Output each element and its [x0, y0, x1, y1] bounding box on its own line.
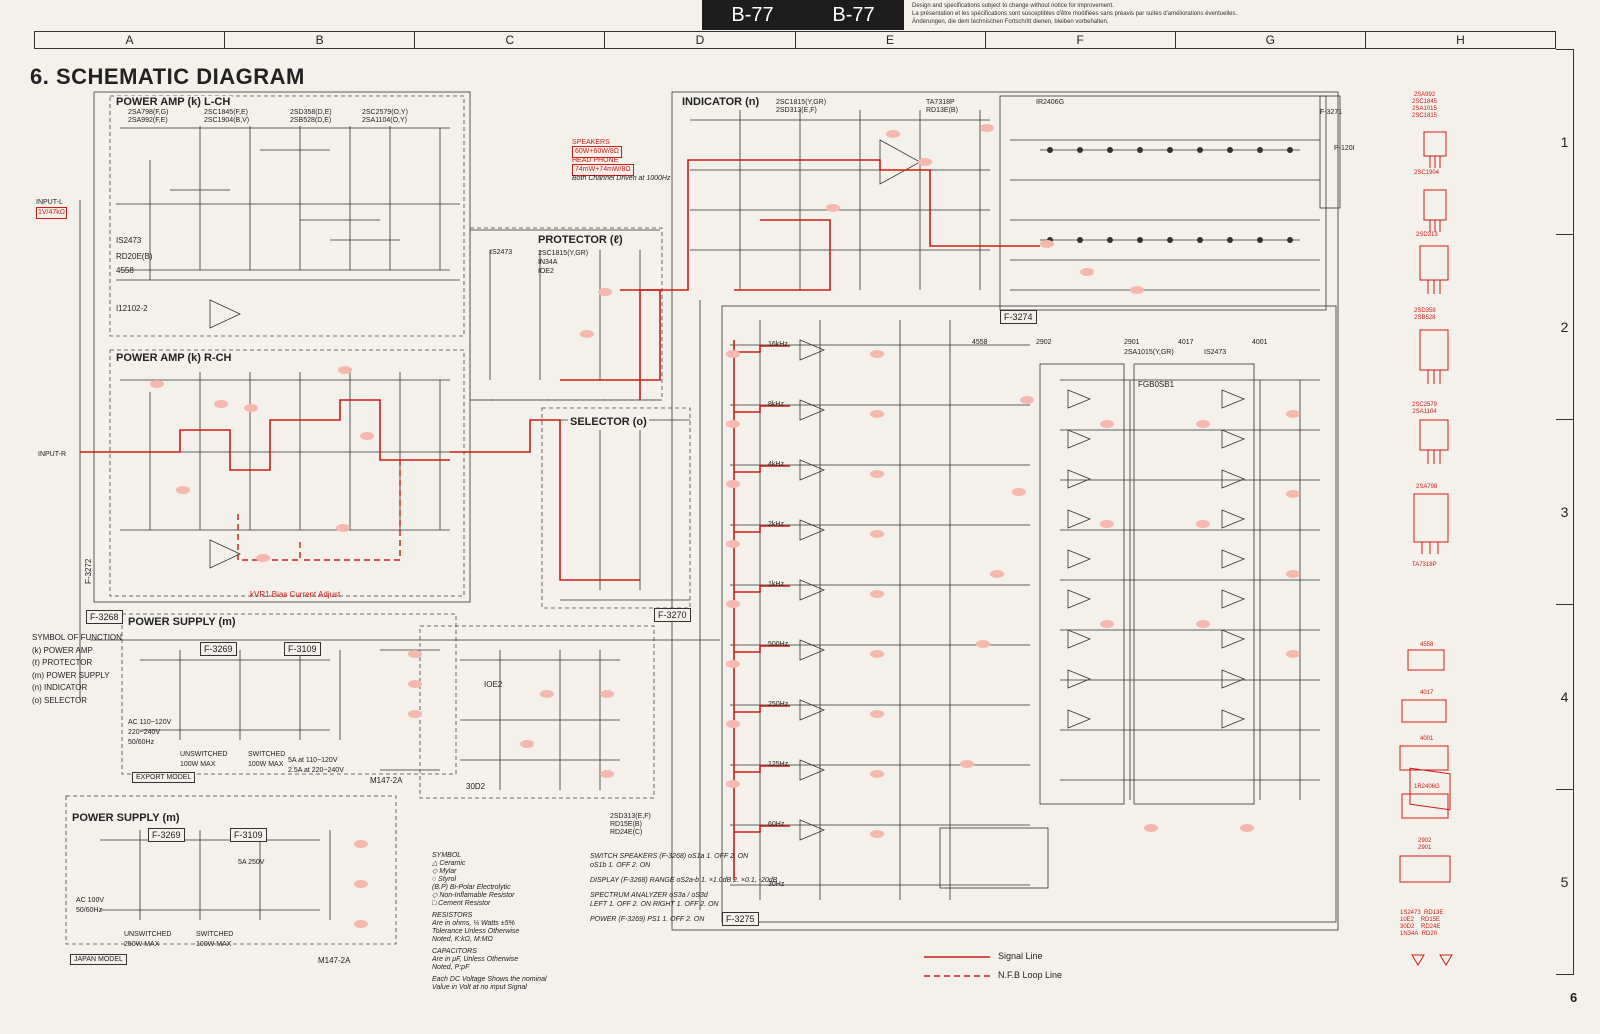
symbol-key-heading: SYMBOL — [432, 852, 462, 859]
col-c: C — [415, 32, 605, 48]
indicator-part-1: 2SC1815(Y,GR) — [776, 99, 827, 106]
switch-table — [590, 852, 777, 924]
dc-note-1: Each DC Voltage Shows the nominal — [432, 976, 547, 983]
selector-title: SELECTOR (o) — [570, 416, 647, 428]
voltage-marker — [214, 400, 228, 408]
voltage-marker — [726, 540, 740, 548]
protector-part-4: IS2473 — [490, 249, 513, 256]
col-h: H — [1456, 33, 1465, 47]
component-rd20: RD20 — [1421, 931, 1438, 937]
voltage-marker — [354, 880, 368, 888]
indicator-part-10: 2SA1015(Y,GR) — [1124, 349, 1174, 356]
row-2: 2 — [1556, 235, 1573, 420]
switch-name: SPECTRUM ANALYZER — [590, 892, 668, 899]
indicator-part-3: TA7318P — [926, 99, 955, 106]
voltage-marker — [726, 660, 740, 668]
voltage-marker — [244, 404, 258, 412]
headphone-heading: HEAD PHONE — [572, 157, 619, 164]
voltage-marker — [870, 710, 884, 718]
power-amp-left-part-10: RD20E(B) — [116, 252, 153, 261]
indicator-board-f3275: F-3275 — [722, 912, 759, 926]
indicator-part-9: 4017 — [1178, 339, 1194, 346]
component-1r2406g: 1R2406G — [1414, 784, 1440, 790]
resistor-line-3: Noted, K:kΩ, M:MΩ — [432, 936, 493, 943]
model-label-right: B-77 — [832, 4, 875, 26]
voltage-marker — [886, 130, 900, 138]
component-label — [1414, 308, 1436, 322]
psu-japan-ac: AC 100V 50/60Hz — [76, 897, 105, 914]
band-label: 250Hz — [768, 701, 789, 708]
switch-row — [590, 900, 777, 909]
function-item-o: (o) SELECTOR — [32, 695, 87, 705]
voltage-marker — [1240, 824, 1254, 832]
power-supply-export-title: POWER SUPPLY (m) — [128, 616, 236, 628]
indicator-part-6: 4558 — [972, 339, 988, 346]
voltage-marker — [408, 710, 422, 718]
switch-row — [590, 861, 777, 870]
component-label — [1412, 92, 1437, 120]
band-label: 16kHz — [768, 341, 788, 348]
indicator-part-2: 2SD313(E,F) — [776, 107, 817, 114]
switch-row — [590, 915, 777, 924]
protector-title: PROTECTOR (ℓ) — [538, 234, 623, 246]
voltage-marker — [338, 366, 352, 374]
voltage-marker — [1100, 520, 1114, 528]
psu-export-switched: SWITCHED 100W MAX — [248, 751, 286, 768]
voltage-marker — [520, 740, 534, 748]
voltage-marker — [598, 288, 612, 296]
component-4017: 4017 — [1420, 690, 1434, 696]
component-2sa1104: 2SA1104 — [1412, 409, 1437, 415]
symbol-mylar: ◇ Mylar — [432, 868, 457, 875]
voltage-marker — [1286, 410, 1300, 418]
component-10e2: 10E2 — [1400, 917, 1415, 923]
psu-japan-transformer: M147-2A — [318, 956, 351, 965]
page-number: 6 — [1570, 990, 1578, 1005]
component-2902: 2902 — [1418, 838, 1432, 844]
note-en: Design and specifications subject to change without notice for improvement. — [912, 3, 1114, 9]
indicator-title: INDICATOR (n) — [682, 96, 760, 108]
power-amp-left-part-11: 4558 — [116, 266, 134, 275]
capacitor-line-1: Are in μF, Unless Otherwise — [432, 956, 519, 963]
voltage-marker — [1286, 650, 1300, 658]
psu-japan-model: JAPAN MODEL — [70, 954, 127, 965]
voltage-marker — [870, 590, 884, 598]
power-amp-left-part-2: 2SC1845(F,E) — [204, 109, 248, 116]
switch-row — [590, 852, 777, 861]
voltage-marker — [1130, 286, 1144, 294]
component-ta7318p: TA7318P — [1412, 562, 1437, 568]
function-item-m: (m) POWER SUPPLY — [32, 670, 110, 680]
voltage-marker — [726, 480, 740, 488]
board-label-f3272: F-3272 — [84, 558, 93, 584]
power-amp-left-part-1: 2SA798(F,G) — [128, 109, 169, 116]
symbol-bipolar: (B.P) Bi-Polar Electrolytic — [432, 884, 511, 891]
component-4001: 4001 — [1420, 736, 1434, 742]
switch-name: POWER (F-3269) — [590, 916, 646, 923]
switch-states: 1. OFF 2. ON — [608, 862, 651, 869]
dc-note-2: Value in Volt at no input Signal — [432, 984, 527, 991]
voltage-marker — [726, 420, 740, 428]
component-2sa1015: 2SA1015 — [1412, 106, 1437, 112]
component-label — [1400, 910, 1443, 938]
legend-signal-line: Signal Line — [998, 951, 1043, 961]
col-g: G — [1176, 32, 1366, 48]
psu-japan-board-1: F-3269 — [148, 828, 185, 842]
power-amp-right-title: POWER AMP (k) R-CH — [116, 352, 232, 364]
voltage-marker — [870, 410, 884, 418]
symbol-cement: □ Cement Resistor — [432, 900, 491, 907]
protector-part-2: IN34A — [538, 259, 558, 266]
power-supply-japan-title: POWER SUPPLY (m) — [72, 812, 180, 824]
voltage-marker — [360, 432, 374, 440]
band-label: 30Hz — [768, 881, 785, 888]
voltage-marker — [354, 920, 368, 928]
function-item-k: (k) POWER AMP — [32, 645, 93, 655]
speakers-heading: SPEAKERS — [572, 139, 610, 146]
voltage-marker — [336, 524, 350, 532]
voltage-marker — [870, 530, 884, 538]
psu-export-unswitched: UNSWITCHED 100W MAX — [180, 751, 228, 768]
function-legend — [32, 632, 122, 707]
voltage-marker — [870, 470, 884, 478]
col-d: D — [605, 32, 795, 48]
voltage-marker — [980, 124, 994, 132]
psu-export-transformer: M147-2A — [370, 776, 403, 785]
switch-states: LEFT 1. OFF 2. ON RIGHT 1. OFF 2. ON — [590, 901, 719, 908]
component-rd13e: RD13E — [1424, 910, 1444, 916]
row-5: 5 — [1560, 874, 1569, 890]
band-label: 60Hz — [768, 821, 785, 828]
switch-states: 1. ×1.0dB 2. ×0.1, -20dB — [701, 877, 778, 884]
voltage-marker — [918, 158, 932, 166]
switch-id: oS1a — [688, 853, 705, 860]
voltage-marker — [150, 380, 164, 388]
psu-export-board-1: F-3269 — [200, 642, 237, 656]
voltage-marker — [976, 640, 990, 648]
input-right-label: INPUT-R — [38, 451, 66, 458]
symbol-noninflamable: ◇ Non-Inflamable Resistor — [432, 892, 515, 899]
voltage-marker — [726, 350, 740, 358]
indicator-part-8: 2901 — [1124, 339, 1140, 346]
bias-adjust-note: kVR1 Bias Current Adjust — [250, 590, 341, 599]
component-2sa798: 2SA798 — [1416, 484, 1438, 490]
voltage-marker — [408, 650, 422, 658]
resistor-line-2: Tolerance Unless Otherwise — [432, 928, 520, 935]
component-2sc1845: 2SC1845 — [1412, 99, 1438, 105]
voltage-marker — [990, 570, 1004, 578]
indicator-part-13: FGB0SB1 — [1138, 380, 1175, 389]
switch-id: oS2a-b — [676, 877, 700, 884]
symbol-key — [432, 852, 547, 992]
page-title: 6. SCHEMATIC DIAGRAM — [30, 64, 305, 89]
switch-id: oS3a / oS3d — [669, 892, 708, 899]
voltage-marker — [1020, 396, 1034, 404]
input-left-label: INPUT-L — [36, 199, 63, 206]
psu-export-ac: AC 110~120V 220~240V 50/60Hz — [128, 719, 172, 746]
function-item-l: (ℓ) PROTECTOR — [32, 658, 93, 667]
indicator-board-f3271: F-3271 — [1320, 109, 1343, 116]
voltage-marker — [1100, 620, 1114, 628]
indicator-part-7: 2902 — [1036, 339, 1052, 346]
speakers-power: 60W+60W/8Ω — [572, 146, 622, 158]
component-rd24e: RD24E — [1421, 924, 1441, 930]
component-2901: 2901 — [1418, 845, 1432, 851]
component-2sc1904: 2SC1904 — [1414, 170, 1440, 176]
voltage-marker — [1012, 488, 1026, 496]
psu-part-4: RD15E(B) — [610, 821, 642, 828]
power-amp-left-title: POWER AMP (k) L-CH — [116, 96, 231, 108]
indicator-part-5: IR2406G — [1036, 99, 1065, 106]
switch-states: 1. OFF 2. ON — [662, 916, 705, 923]
protector-part-3: IOE2 — [538, 268, 554, 275]
symbol-styrol: ○ Styrol — [432, 876, 457, 883]
voltage-marker — [600, 770, 614, 778]
voltage-marker — [726, 720, 740, 728]
voltage-marker — [540, 690, 554, 698]
switch-states: 1. OFF 2. ON — [706, 853, 749, 860]
switch-row — [590, 891, 777, 900]
function-item-n: (n) INDICATOR — [32, 683, 88, 692]
component-2sd313: 2SD313 — [1416, 232, 1438, 238]
psu-export-board-2: F-3109 — [284, 642, 321, 656]
voltage-marker — [870, 770, 884, 778]
component-2sc2579: 2SC2579 — [1412, 402, 1438, 408]
col-f: F — [986, 32, 1176, 48]
power-amp-left-part-7: 2SB528(D,E) — [290, 117, 332, 124]
component-1n34a: 1N34A — [1400, 931, 1419, 937]
indicator-board-p1201: P-120I — [1334, 145, 1355, 152]
band-label: 4kHz — [768, 461, 784, 468]
legend-nfb-line: N.F.B Loop Line — [998, 970, 1063, 980]
power-amp-left-part-8: 2SA1104(O,Y) — [362, 117, 408, 124]
psu-part-1: IOE2 — [484, 680, 503, 689]
component-1s2473: 1S2473 — [1400, 910, 1421, 916]
voltage-marker — [580, 330, 594, 338]
note-fr: La présentation et les spécifications sont susceptibles d'être modifiées sans préavis par suites d'améliorations éventuelles. — [912, 11, 1238, 17]
drive-note: Both Channel Driven at 1000Hz — [572, 175, 671, 182]
voltage-marker — [870, 830, 884, 838]
voltage-marker — [1100, 420, 1114, 428]
voltage-marker — [726, 600, 740, 608]
band-label: 500Hz — [768, 641, 789, 648]
symbol-ceramic: △ Ceramic — [432, 860, 466, 867]
power-amp-left-part-5: 2SA992(F,E) — [128, 117, 168, 124]
voltage-marker — [1286, 570, 1300, 578]
voltage-marker — [176, 486, 190, 494]
voltage-marker — [354, 840, 368, 848]
component-label — [1412, 402, 1437, 416]
protector-part-1: 2SC1815(Y,GR) — [538, 250, 589, 257]
component-rd15e: RD15E — [1420, 917, 1441, 923]
power-amp-left-part-9: IS2473 — [116, 236, 142, 245]
voltage-marker — [256, 554, 270, 562]
voltage-marker — [1080, 268, 1094, 276]
component-label — [1418, 838, 1431, 852]
voltage-marker — [1040, 240, 1054, 248]
voltage-marker — [870, 650, 884, 658]
component-2sc1815: 2SC1815 — [1412, 113, 1438, 119]
capacitor-heading: CAPACITORS — [432, 948, 477, 955]
selector-board-label: F-3270 — [654, 608, 691, 622]
model-label-left: B-77 — [731, 4, 774, 26]
voltage-marker — [1196, 420, 1210, 428]
power-amp-left-part-12: I12102-2 — [116, 304, 148, 313]
switch-name: SWITCH SPEAKERS (F-3268) — [590, 853, 687, 860]
voltage-marker — [1144, 824, 1158, 832]
power-amp-left-part-6: 2SC1904(B,V) — [204, 117, 250, 124]
voltage-marker — [1196, 620, 1210, 628]
switch-row — [590, 876, 777, 885]
row-3: 3 — [1556, 420, 1573, 605]
voltage-marker — [600, 690, 614, 698]
indicator-part-4: RD13E(B) — [926, 107, 958, 114]
switch-id: PS1 — [647, 916, 661, 923]
voltage-marker — [1196, 520, 1210, 528]
resistor-line-1: Are in ohms, ¼ Watts ±5% — [432, 920, 515, 927]
psu-japan-board-2: F-3109 — [230, 828, 267, 842]
psu-export-fuse: 5A at 110~120V 2.5A at 220~240V — [288, 757, 344, 774]
voltage-marker — [960, 760, 974, 768]
voltage-marker — [826, 204, 840, 212]
col-a: A — [35, 32, 225, 48]
indicator-board-f3274: F-3274 — [1000, 310, 1037, 324]
capacitor-line-2: Noted, P:pF — [432, 964, 470, 971]
component-2sb528: 2SB528 — [1414, 315, 1436, 321]
col-e: E — [796, 32, 986, 48]
power-amp-left-part-4: 2SC2579(O,Y) — [362, 109, 408, 116]
voltage-marker — [726, 780, 740, 788]
band-label: 1kHz — [768, 581, 784, 588]
psu-export-model: EXPORT MODEL — [132, 772, 195, 783]
psu-part-2: 30D2 — [466, 782, 486, 791]
board-label-f3268: F-3268 — [86, 610, 123, 624]
indicator-part-12: 4001 — [1252, 339, 1268, 346]
band-label: 2kHz — [768, 521, 784, 528]
voltage-marker — [408, 680, 422, 688]
component-30d2: 30D2 — [1400, 924, 1415, 930]
row-1: 1 — [1556, 50, 1573, 235]
psu-japan-unswitched: UNSWITCHED 250W MAX — [124, 931, 172, 948]
indicator-part-11: IS2473 — [1204, 349, 1227, 356]
voltage-marker — [870, 350, 884, 358]
component-2sa992: 2SA992 — [1413, 92, 1436, 98]
band-label: 125Hz — [768, 761, 789, 768]
psu-japan-fuse: 5A 250V — [238, 859, 265, 866]
headphone-power: 74mW+74mW/8Ω — [572, 164, 634, 176]
psu-part-5: RD24E(C) — [610, 829, 643, 836]
function-legend-heading: SYMBOL OF FUNCTION — [32, 633, 122, 642]
component-2sd358: 2SD358 — [1414, 308, 1436, 314]
col-b: B — [225, 32, 415, 48]
switch-id: oS1b — [590, 862, 607, 869]
power-amp-left-part-3: 2SD358(D,E) — [290, 109, 332, 116]
row-4: 4 — [1556, 605, 1573, 790]
input-left-spec: 1V/47kΩ — [36, 207, 67, 219]
psu-part-3: 2SD313(E,F) — [610, 813, 651, 820]
resistor-heading: RESISTORS — [432, 912, 473, 919]
band-label: 8kHz — [768, 401, 784, 408]
voltage-marker — [1286, 490, 1300, 498]
note-de: Änderungen, die dem technischen Fortschritt dienen, bleiben vorbehalten. — [912, 19, 1109, 25]
component-4558: 4558 — [1420, 642, 1434, 648]
psu-japan-switched: SWITCHED 100W MAX — [196, 931, 234, 948]
switch-name: DISPLAY (F-3268) RANGE — [590, 877, 675, 884]
